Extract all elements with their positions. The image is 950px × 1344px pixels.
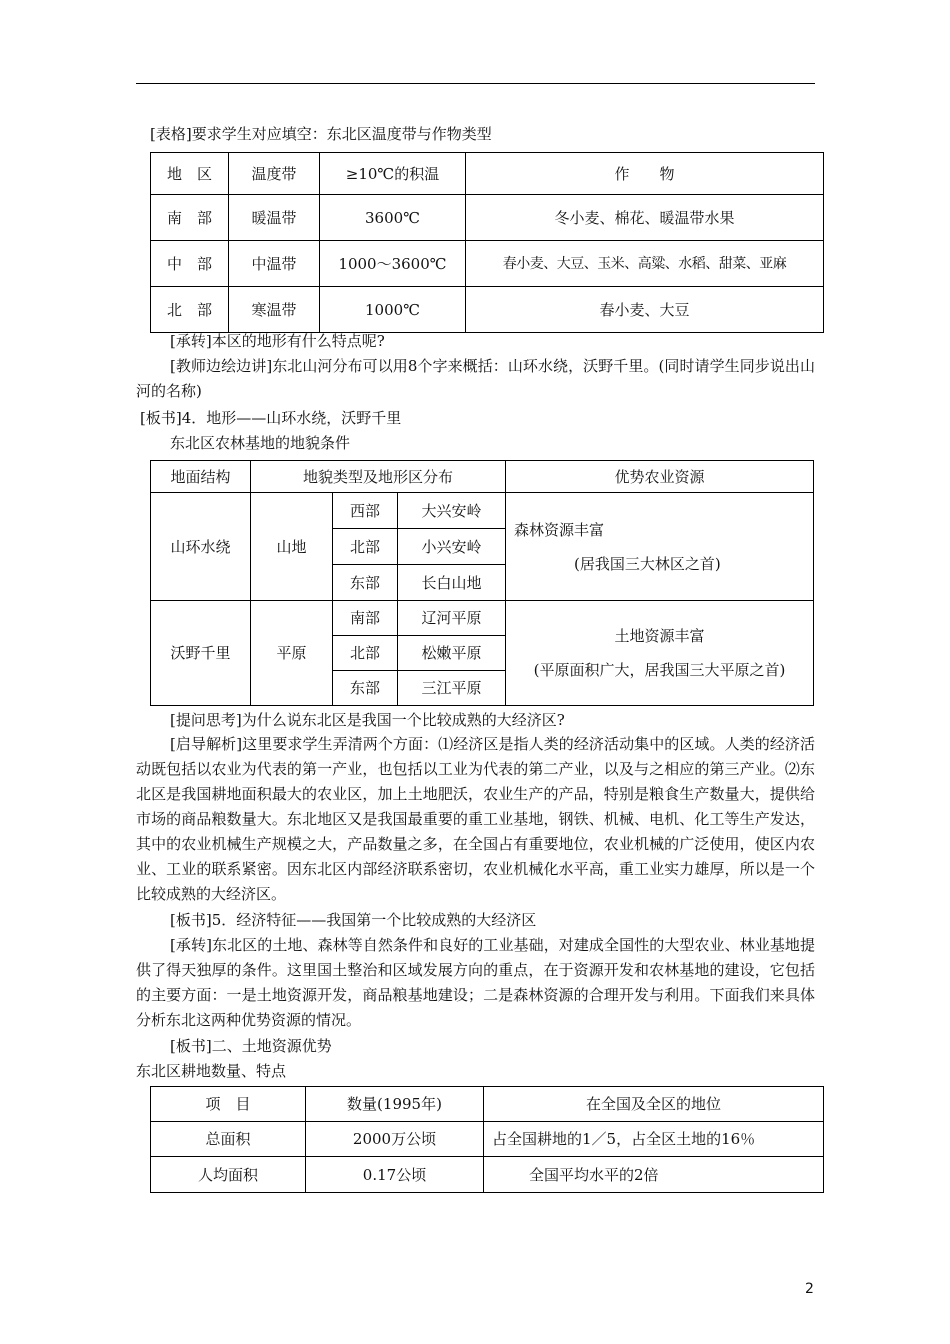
temperature-zone-table xyxy=(150,152,824,333)
cell-crops: 冬小麦、棉花、暖温带水果 xyxy=(466,195,824,241)
cell-crops: 春小麦、大豆 xyxy=(466,287,824,333)
cell-direction: 北部 xyxy=(333,636,398,671)
cell-region: 中 部 xyxy=(151,241,229,287)
header-structure: 地面结构 xyxy=(151,461,251,493)
table-row xyxy=(151,493,814,529)
table-header-row xyxy=(151,461,814,493)
cell-direction: 南部 xyxy=(333,601,398,636)
cell-region-name: 松嫩平原 xyxy=(398,636,506,671)
header-zone: 温度带 xyxy=(229,153,320,195)
board-heading-land: [板书]二、土地资源优势 xyxy=(170,1037,332,1055)
landform-table-caption: 东北区农林基地的地貌条件 xyxy=(170,434,351,452)
table-row xyxy=(151,1157,824,1193)
cell-zone: 暖温带 xyxy=(229,195,320,241)
header-resource: 优势农业资源 xyxy=(506,461,814,493)
resource-main: 森林资源丰富 xyxy=(514,520,605,539)
cell-item: 人均面积 xyxy=(151,1157,306,1193)
table-row xyxy=(151,1122,824,1157)
landform-table xyxy=(150,460,814,706)
header-status: 在全国及全区的地位 xyxy=(484,1087,824,1122)
header-crops: 作 物 xyxy=(466,153,824,195)
cell-quantity: 0.17公顷 xyxy=(306,1157,484,1193)
cell-structure: 山环水绕 xyxy=(151,493,251,601)
cell-direction: 东部 xyxy=(333,671,398,706)
header-region: 地 区 xyxy=(151,153,229,195)
transition-text-1: [承转]本区的地形有什么特点呢? xyxy=(170,332,385,350)
header-rule xyxy=(136,83,815,84)
table-header-row xyxy=(151,1087,824,1122)
cell-status: 全国平均水平的2倍 xyxy=(484,1157,824,1193)
cell-resource xyxy=(506,601,814,706)
cell-region-name: 大兴安岭 xyxy=(398,493,506,529)
cell-status: 占全国耕地的1／5，占全区土地的16％ xyxy=(484,1122,824,1157)
resource-note: (平原面积广大，居我国三大平原之首) xyxy=(533,661,786,679)
board-heading-5: [板书]5．经济特征——我国第一个比较成熟的大经济区 xyxy=(170,911,537,929)
cell-landform: 山地 xyxy=(251,493,333,601)
cell-region-name: 辽河平原 xyxy=(398,601,506,636)
cell-region: 北 部 xyxy=(151,287,229,333)
board-heading-4: [板书]4．地形——山环水绕，沃野千里 xyxy=(140,409,402,427)
table-row xyxy=(151,601,814,636)
farmland-table-caption: 东北区耕地数量、特点 xyxy=(136,1062,287,1080)
resource-main: 土地资源丰富 xyxy=(614,627,705,645)
cell-landform: 平原 xyxy=(251,601,333,706)
cell-item: 总面积 xyxy=(151,1122,306,1157)
header-item: 项 目 xyxy=(151,1087,306,1122)
cell-region-name: 三江平原 xyxy=(398,671,506,706)
cell-region-name: 小兴安岭 xyxy=(398,529,506,565)
cell-crops: 春小麦、大豆、玉米、高粱、水稻、甜菜、亚麻 xyxy=(466,241,824,287)
header-landform-type: 地貌类型及地形区分布 xyxy=(251,461,506,493)
cell-quantity: 2000万公顷 xyxy=(306,1122,484,1157)
cell-region-name: 长白山地 xyxy=(398,565,506,601)
table-row xyxy=(151,241,824,287)
cell-direction: 西部 xyxy=(333,493,398,529)
page-number: 2 xyxy=(805,1281,814,1297)
cell-temp: 3600℃ xyxy=(320,195,466,241)
table-row xyxy=(151,195,824,241)
header-accumulated-temp: ≥10℃的积温 xyxy=(320,153,466,195)
cell-zone: 中温带 xyxy=(229,241,320,287)
table-row xyxy=(151,287,824,333)
header-quantity: 数量(1995年) xyxy=(306,1087,484,1122)
cell-structure: 沃野千里 xyxy=(151,601,251,706)
cell-resource xyxy=(506,493,814,601)
transition-paragraph-2: [承转]东北区的土地、森林等自然条件和良好的工业基础，对建成全国性的大型农业、林业基地提供了得天独厚的条件。这里国土整治和区域发展方向的重点，在于资源开发和农林基地的建设，它包括的主要方面：一是土地资源开发，商品粮基地建设；二是森林资源的合理开发与利用。下面我们来具体分析东北这两种优势资源的情况。 xyxy=(136,936,815,1029)
cell-region: 南 部 xyxy=(151,195,229,241)
temp-table-intro: [表格]要求学生对应填空：东北区温度带与作物类型 xyxy=(150,125,492,143)
teacher-paragraph: [教师边绘边讲]东北山河分布可以用8个字来概括：山环水绕，沃野千里。(同时请学生同步说出山河的名称) xyxy=(136,357,815,400)
guide-paragraph: [启导解析]这里要求学生弄清两个方面：⑴经济区是指人类的经济活动集中的区域。人类的经济活动既包括以农业为代表的第一产业，也包括以工业为代表的第二产业，以及与之相应的第三产业。⑵东北区是我国耕地面积最大的农业区，加上土地肥沃，农业生产的产品，特别是粮食生产数量大，提供给市场的商品粮数量大。东北地区又是我国最重要的重工业基地，钢铁、机械、电机、化工等生产发达，其中的农业机械生产规模之大，产品数量之多，在全国占有重要地位，农业机械的广泛使用，使区内农业、工业的联系紧密。因东北区内部经济联系密切，农业机械化水平高，重工业实力雄厚，所以是一个比较成熟的大经济区。 xyxy=(136,735,815,903)
cell-temp: 1000℃ xyxy=(320,287,466,333)
question-text: [提问思考]为什么说东北区是我国一个比较成熟的大经济区? xyxy=(170,711,565,729)
cell-temp: 1000～3600℃ xyxy=(320,241,466,287)
resource-note: (居我国三大林区之首) xyxy=(574,554,721,573)
table-header-row xyxy=(151,153,824,195)
cell-direction: 北部 xyxy=(333,529,398,565)
cell-direction: 东部 xyxy=(333,565,398,601)
farmland-table xyxy=(150,1086,824,1193)
cell-zone: 寒温带 xyxy=(229,287,320,333)
